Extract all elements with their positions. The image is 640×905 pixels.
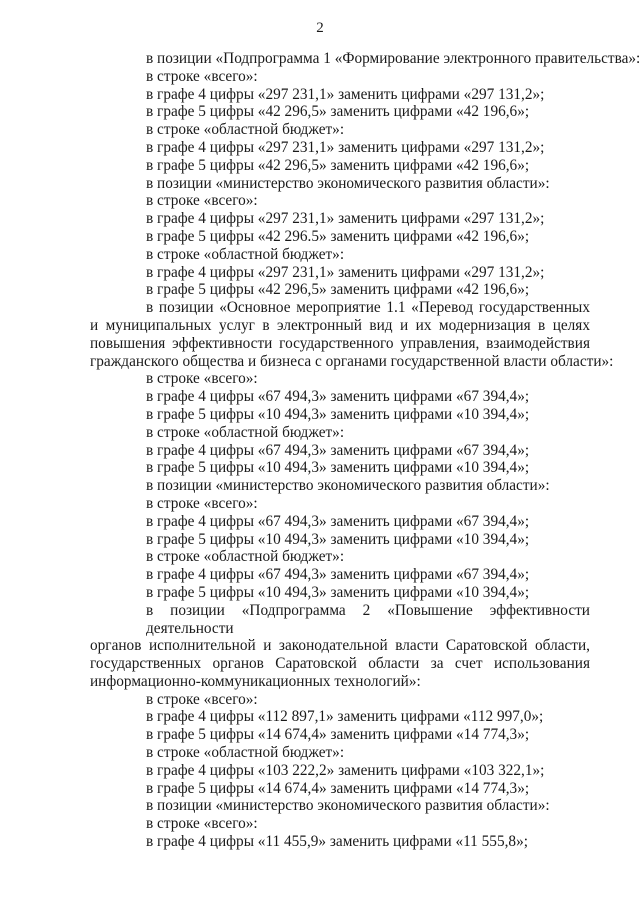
text-line: в позиции «министерство экономического развития области»: xyxy=(146,477,550,495)
text-line: государственных органов Саратовской области за счет использования xyxy=(90,655,590,673)
text-line: в графе 4 цифры «11 455,9» заменить цифрами «11 555,8»; xyxy=(146,833,528,851)
text-line: в графе 5 цифры «42 296.5» заменить цифрами «42 196,6»; xyxy=(146,227,530,245)
text-line: в строке «всего»: xyxy=(146,690,258,708)
document-body xyxy=(90,50,640,851)
text-line: в графе 4 цифры «112 897,1» заменить цифрами «112 997,0»; xyxy=(146,708,544,726)
text-line: в строке «всего»: xyxy=(146,67,258,85)
amendment-block-3 xyxy=(90,691,590,851)
text-line: в графе 5 цифры «10 494,3» заменить цифрами «10 394,4»; xyxy=(146,405,530,423)
text-line: в графе 4 цифры «297 231,1» заменить цифрами «297 131,2»; xyxy=(146,263,545,281)
text-line: в строке «всего»: xyxy=(146,192,258,210)
text-line: в графе 5 цифры «10 494,3» заменить цифрами «10 394,4»; xyxy=(146,530,530,548)
text-line: в графе 4 цифры «67 494,3» заменить цифрами «67 394,4»; xyxy=(146,388,530,406)
text-line: в строке «всего»: xyxy=(146,494,258,512)
text-line: в графе 5 цифры «42 296,5» заменить цифрами «42 196,6»; xyxy=(146,281,530,299)
text-line: в строке «всего»: xyxy=(146,815,258,833)
text-line: в позиции «министерство экономического развития области»: xyxy=(146,174,550,192)
text-line: в позиции «министерство экономического развития области»: xyxy=(146,797,550,815)
text-line: органов исполнительной и законодательной власти Саратовской области, xyxy=(90,637,590,655)
text-line: в графе 5 цифры «10 494,3» заменить цифрами «10 394,4»; xyxy=(146,583,530,601)
text-line: в строке «областной бюджет»: xyxy=(146,744,345,762)
text-line: в графе 4 цифры «297 231,1» заменить цифрами «297 131,2»; xyxy=(146,85,545,103)
text-line: повышения эффективности государственного управления, взаимодействия xyxy=(90,334,590,352)
text-line: в графе 5 цифры «42 296,5» заменить цифрами «42 196,6»; xyxy=(146,156,530,174)
text-line: в строке «областной бюджет»: xyxy=(146,548,345,566)
text-line: информационно-коммуникационных технологий»: xyxy=(90,672,421,690)
text-line: в строке «всего»: xyxy=(146,370,258,388)
text-line: в позиции «Подпрограмма 2 «Повышение эффективности деятельности xyxy=(146,601,590,637)
text-line: в графе 5 цифры «14 674,4» заменить цифрами «14 774,3»; xyxy=(146,779,530,797)
text-line: в графе 4 цифры «297 231,1» заменить цифрами «297 131,2»; xyxy=(146,210,545,228)
page-number: 2 xyxy=(316,20,324,36)
text-line: гражданского общества и бизнеса с органами государственной власти области»: xyxy=(90,352,614,370)
text-line: в графе 4 цифры «103 222,2» заменить цифрами «103 322,1»; xyxy=(146,761,545,779)
text-line: в графе 4 цифры «297 231,1» заменить цифрами «297 131,2»; xyxy=(146,138,545,156)
text-line: в строке «областной бюджет»: xyxy=(146,245,345,263)
text-line: в графе 4 цифры «67 494,3» заменить цифрами «67 394,4»; xyxy=(146,566,530,584)
paragraph-subprogram-2 xyxy=(90,602,590,691)
text-line: и муниципальных услуг в электронный вид и их модернизация в целях xyxy=(90,316,590,334)
text-line: в графе 5 цифры «42 296,5» заменить цифрами «42 196,6»; xyxy=(146,103,530,121)
text-line: в позиции «Основное мероприятие 1.1 «Перевод государственных xyxy=(146,299,590,317)
text-line: в строке «областной бюджет»: xyxy=(146,121,345,139)
paragraph-main-activity xyxy=(90,299,614,370)
amendment-block-1 xyxy=(90,50,640,299)
text-line: в графе 5 цифры «10 494,3» заменить цифрами «10 394,4»; xyxy=(146,459,530,477)
amendment-block-2 xyxy=(90,370,590,601)
text-line: в графе 5 цифры «14 674,4» заменить цифрами «14 774,3»; xyxy=(146,726,530,744)
text-line: в строке «областной бюджет»: xyxy=(146,423,345,441)
text-line: в графе 4 цифры «67 494,3» заменить цифрами «67 394,4»; xyxy=(146,512,530,530)
text-line: в позиции «Подпрограмма 1 «Формирование электронного правительства»: xyxy=(146,50,640,67)
text-line: в графе 4 цифры «67 494,3» заменить цифрами «67 394,4»; xyxy=(146,441,530,459)
